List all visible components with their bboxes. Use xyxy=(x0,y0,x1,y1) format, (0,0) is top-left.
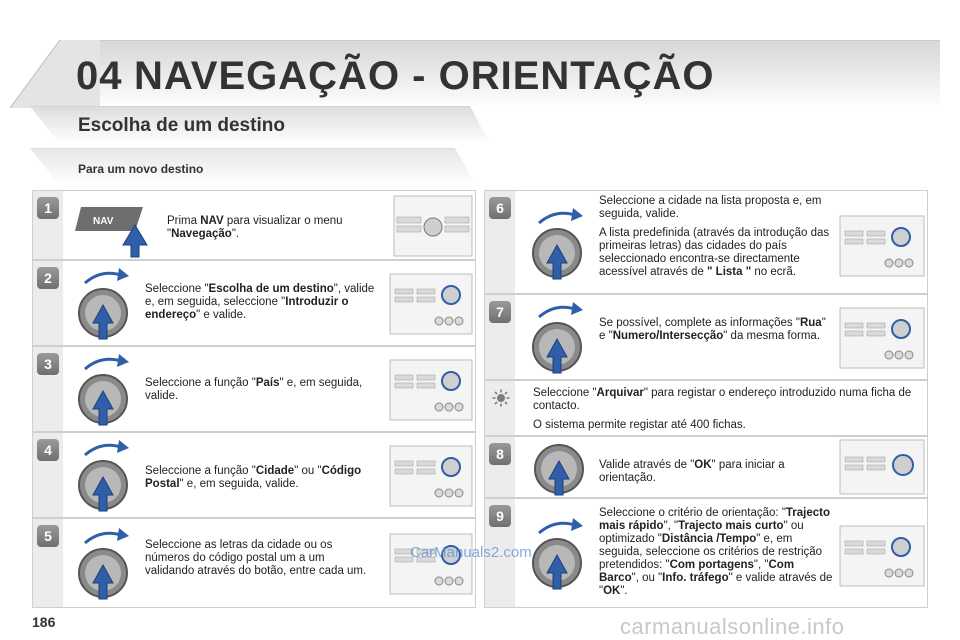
site-watermark: carmanualsonline.info xyxy=(620,614,845,639)
rotary-knob-icon xyxy=(529,205,589,285)
step-number-badge: 6 xyxy=(489,197,511,219)
step-1 xyxy=(32,190,476,260)
step-number-badge: 3 xyxy=(37,353,59,375)
step-9 xyxy=(484,498,928,608)
step-7 xyxy=(484,294,928,380)
subsection-title: Para um novo destino xyxy=(78,162,204,176)
nav-button-icon xyxy=(75,201,165,259)
step-8-text: Valide através de "OK" para iniciar a orientação. xyxy=(599,459,785,484)
step-5-text: Seleccione as letras da cidade ou os números do código postal um a um validando através do botão, entre cada um. xyxy=(145,539,367,577)
tip-box xyxy=(484,380,928,436)
step-number-badge: 7 xyxy=(489,301,511,323)
nav-button-label: NAV xyxy=(93,216,114,227)
step-1-text: Prima NAV para visualizar o menu "Navegação". xyxy=(167,215,343,240)
step-8 xyxy=(484,436,928,498)
rotary-knob-icon xyxy=(529,515,589,595)
step-number-badge: 2 xyxy=(37,267,59,289)
step-number-badge: 5 xyxy=(37,525,59,547)
step-number-badge: 1 xyxy=(37,197,59,219)
step-4 xyxy=(32,432,476,518)
rotary-knob-icon xyxy=(75,525,135,605)
radio-unit-image xyxy=(839,215,925,277)
step-6-text: Seleccione a cidade na lista proposta e, em seguida, valide. A lista predefinida (através da introdução das primeiras letras) das cidades do país seleccionado encontra-se directamente acessível através de " Lista " no ecrã. xyxy=(599,195,830,278)
rotary-knob-icon xyxy=(529,299,589,379)
radio-unit-image xyxy=(839,439,925,495)
step-5 xyxy=(32,518,476,608)
radio-unit-image xyxy=(389,359,473,421)
step-number-badge: 8 xyxy=(489,443,511,465)
chapter-number: 04 xyxy=(76,54,123,98)
page-header xyxy=(0,0,960,100)
step-2-text: Seleccione "Escolha de um destino", valide e, em seguida, seleccione "Introduzir o endereço" e valide. xyxy=(145,283,375,321)
chapter-title: NAVEGAÇÃO - ORIENTAÇÃO xyxy=(134,54,715,98)
rotary-knob-press-icon xyxy=(533,443,585,497)
step-6 xyxy=(484,190,928,294)
rotary-knob-icon xyxy=(75,265,135,345)
tip-icon xyxy=(492,389,510,407)
radio-unit-image xyxy=(839,307,925,369)
step-number-badge: 9 xyxy=(489,505,511,527)
rotary-knob-icon xyxy=(75,351,135,431)
section-title: Escolha de um destino xyxy=(78,115,285,136)
step-3-text: Seleccione a função "País" e, em seguida, valide. xyxy=(145,377,363,402)
page-number: 186 xyxy=(32,614,56,630)
step-2 xyxy=(32,260,476,346)
rotary-knob-icon xyxy=(75,437,135,517)
tip-text: Seleccione "Arquivar" para registar o endereço introduzido numa ficha de contacto. O sistema permite registar até 400 fichas. xyxy=(533,387,912,431)
radio-unit-image xyxy=(389,533,473,595)
step-4-text: Seleccione a função "Cidade" ou "Código Postal" e, em seguida, valide. xyxy=(145,465,362,490)
radio-unit-image xyxy=(393,195,473,257)
radio-unit-image xyxy=(389,445,473,507)
radio-unit-image xyxy=(839,525,925,587)
step-7-text: Se possível, complete as informações "Rua" e "Numero/Intersecção" da mesma forma. xyxy=(599,317,826,342)
watermark: CarManuals2.com xyxy=(410,544,532,561)
step-3 xyxy=(32,346,476,432)
radio-unit-image xyxy=(389,273,473,335)
step-number-badge: 4 xyxy=(37,439,59,461)
step-9-text: Seleccione o critério de orientação: "Trajecto mais rápido", "Trajecto mais curto" ou optimizado "Distância /Tempo" e, em seguida, seleccione os critérios de restrição pretendidos: "Com portagens", "Com Barco", ou "Info. tráfego" e valide através de "OK". xyxy=(599,507,833,597)
